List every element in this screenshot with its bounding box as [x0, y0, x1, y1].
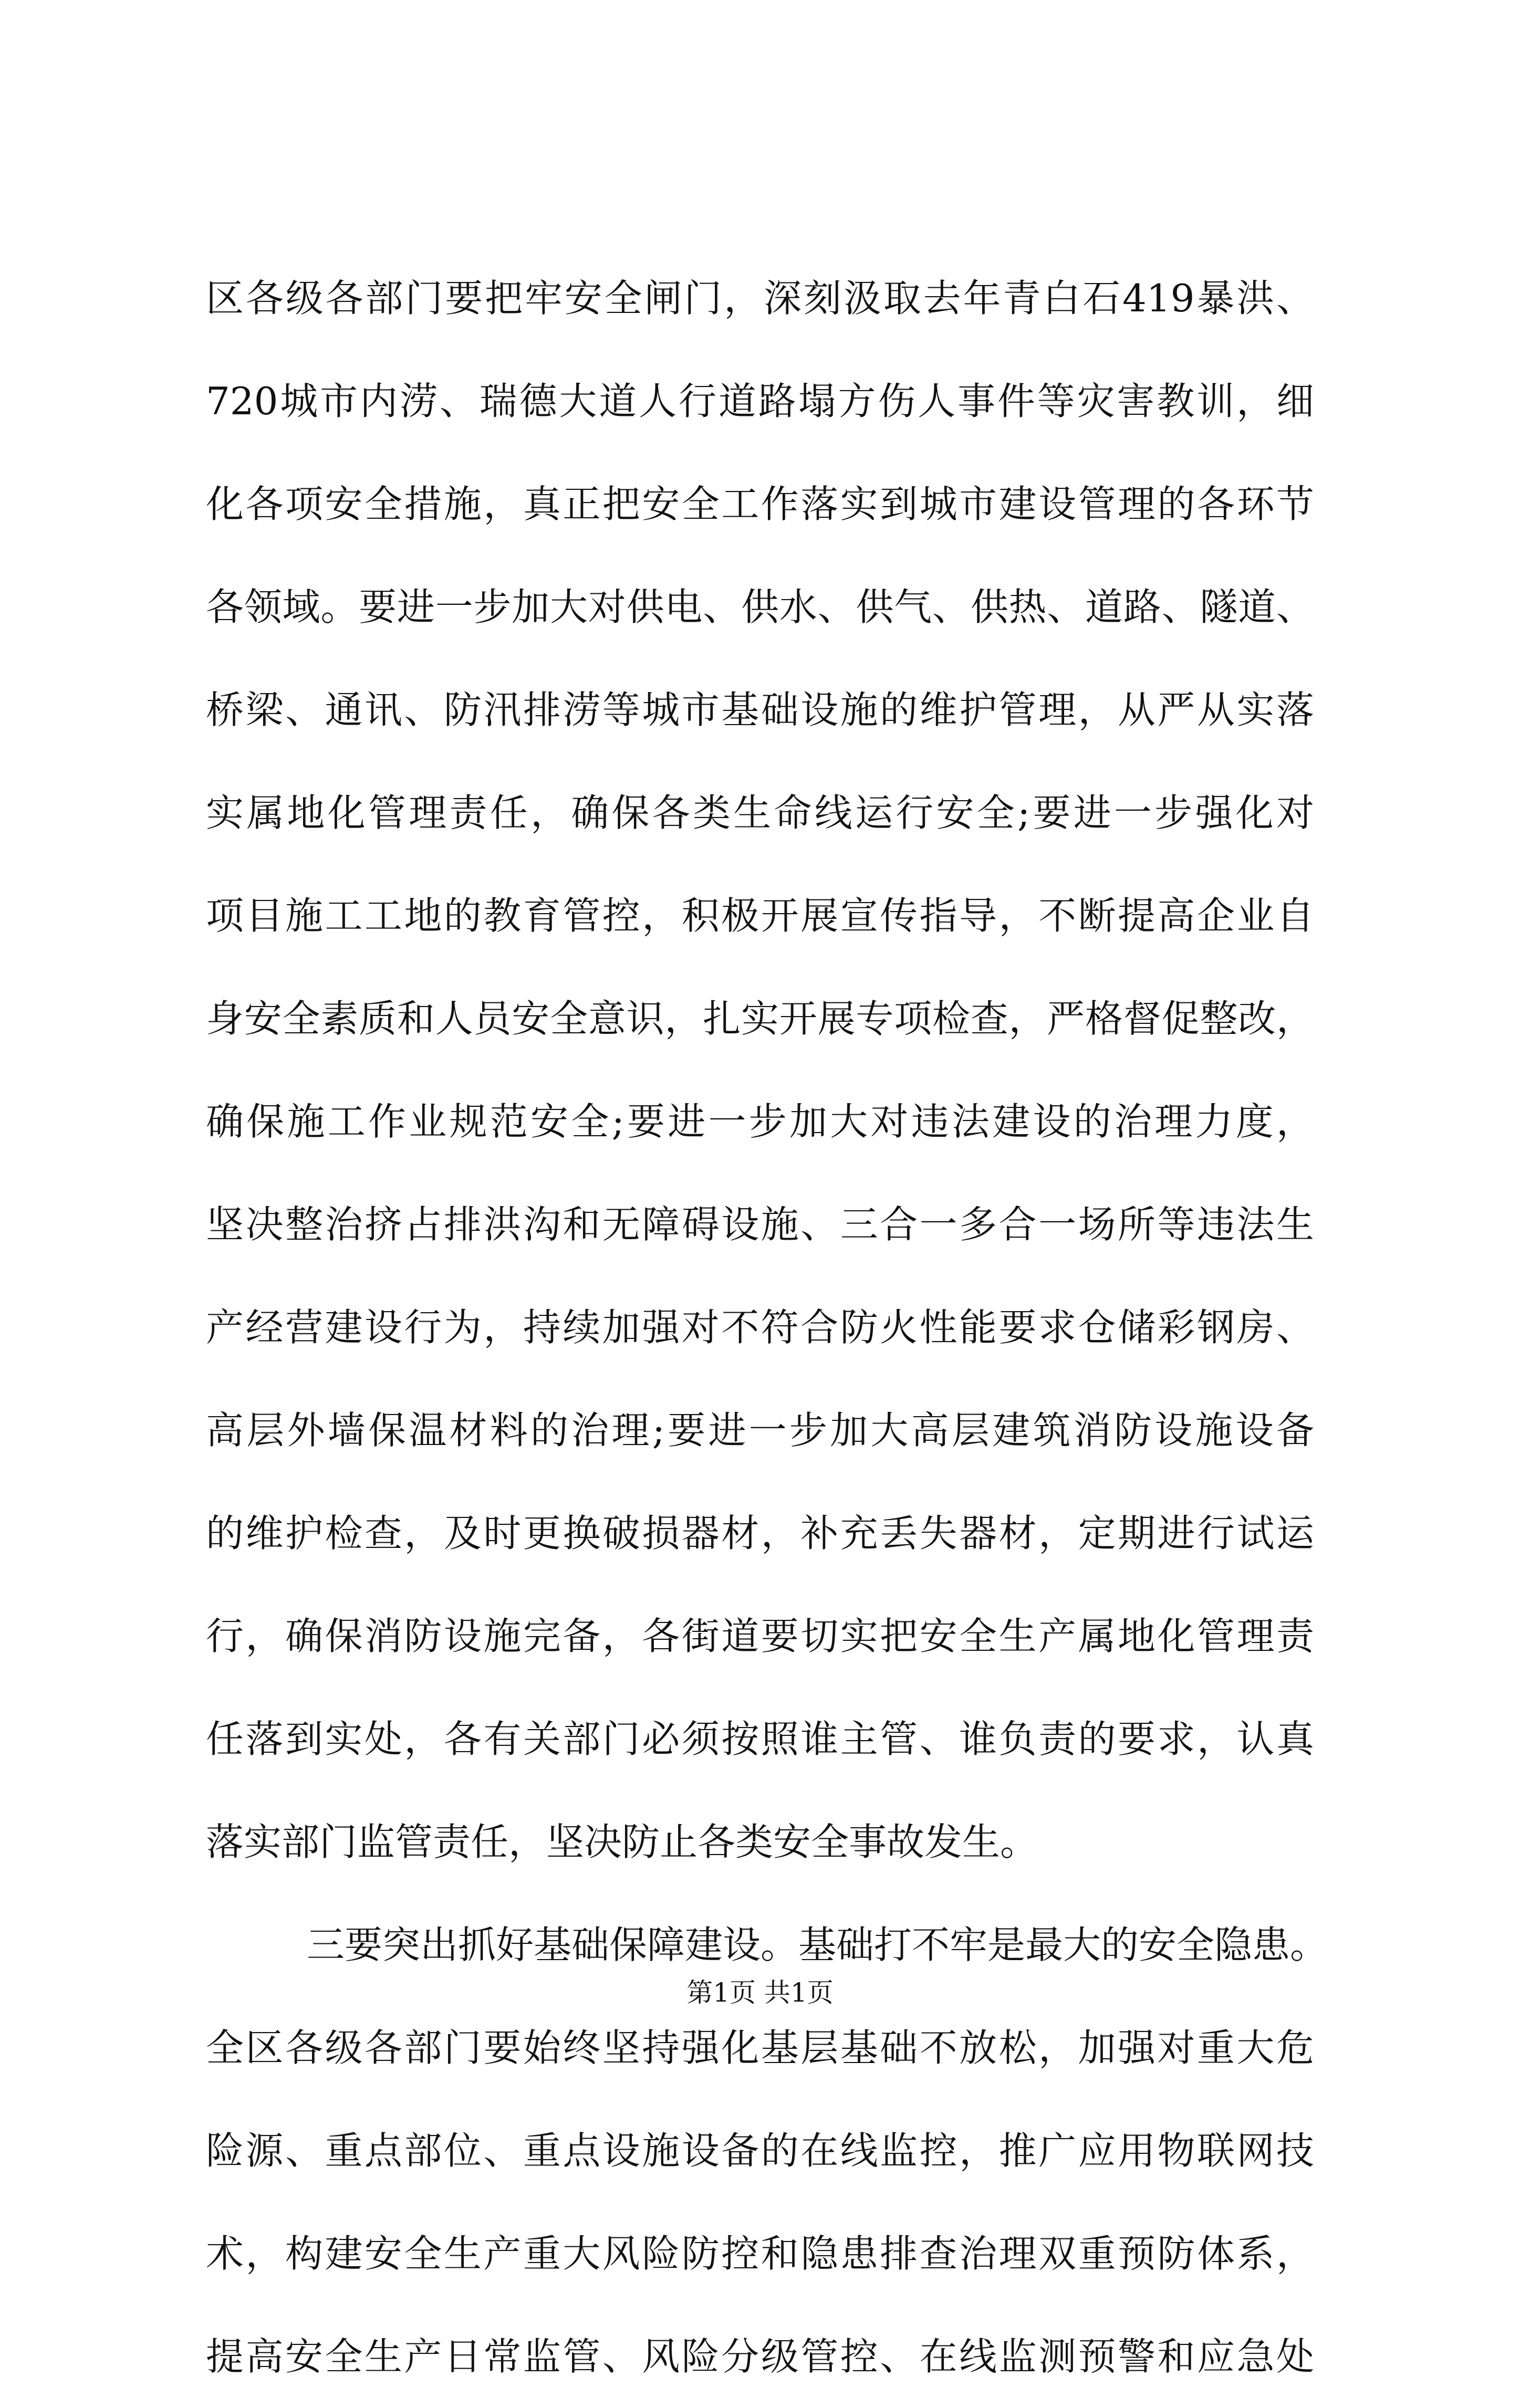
document-body — [206, 247, 1328, 2408]
text-line: 桥梁、通讯、防汛排涝等城市基础设施的维护管理，从严从实落 — [206, 688, 1314, 732]
text-line: 提高安全生产日常监管、风险分级管控、在线监测预警和应急处 — [206, 2334, 1314, 2379]
text-line: 的维护检查，及时更换破损器材，补充丢失器材，定期进行试运 — [206, 1511, 1314, 1555]
text-line: 区各级各部门要把牢安全闸门，深刻汲取去年青白石419暴洪、 — [206, 276, 1314, 320]
text-line: 行，确保消防设施完备，各街道要切实把安全生产属地化管理责 — [206, 1614, 1314, 1658]
text-line: 险源、重点部位、重点设施设备的在线监控，推广应用物联网技 — [206, 2129, 1314, 2173]
paragraph-start-line: 三要突出抓好基础保障建设。基础打不牢是最大的安全隐患。 — [307, 1923, 1328, 1967]
text-line: 坚决整治挤占排洪沟和无障碍设施、三合一多合一场所等违法生 — [206, 1202, 1314, 1247]
text-line: 术，构建安全生产重大风险防控和隐患排查治理双重预防体系， — [206, 2232, 1314, 2276]
text-line: 各领域。要进一步加大对供电、供水、供气、供热、道路、隧道、 — [206, 585, 1314, 629]
page-number-footer: 第1页 共1页 — [686, 1977, 834, 2008]
text-line: 任落到实处，各有关部门必须按照谁主管、谁负责的要求，认真 — [206, 1717, 1314, 1761]
text-line: 720城市内涝、瑞德大道人行道路塌方伤人事件等灾害教训，细 — [206, 379, 1314, 423]
text-line: 身安全素质和人员安全意识，扎实开展专项检查，严格督促整改， — [206, 997, 1314, 1041]
text-line: 产经营建设行为，持续加强对不符合防火性能要求仓储彩钢房、 — [206, 1305, 1314, 1349]
text-line: 高层外墙保温材料的治理;要进一步加大高层建筑消防设施设备 — [206, 1408, 1314, 1452]
text-line: 确保施工作业规范安全;要进一步加大对违法建设的治理力度， — [206, 1100, 1314, 1144]
text-line: 化各项安全措施，真正把安全工作落实到城市建设管理的各环节 — [206, 482, 1314, 526]
paragraph-end-line: 落实部门监管责任，坚决防止各类安全事故发生。 — [206, 1820, 1038, 1864]
text-line: 实属地化管理责任，确保各类生命线运行安全;要进一步强化对 — [206, 791, 1314, 835]
text-line: 全区各级各部门要始终坚持强化基层基础不放松，加强对重大危 — [206, 2026, 1314, 2070]
text-line: 项目施工工地的教育管控，积极开展宣传指导，不断提高企业自 — [206, 894, 1314, 938]
